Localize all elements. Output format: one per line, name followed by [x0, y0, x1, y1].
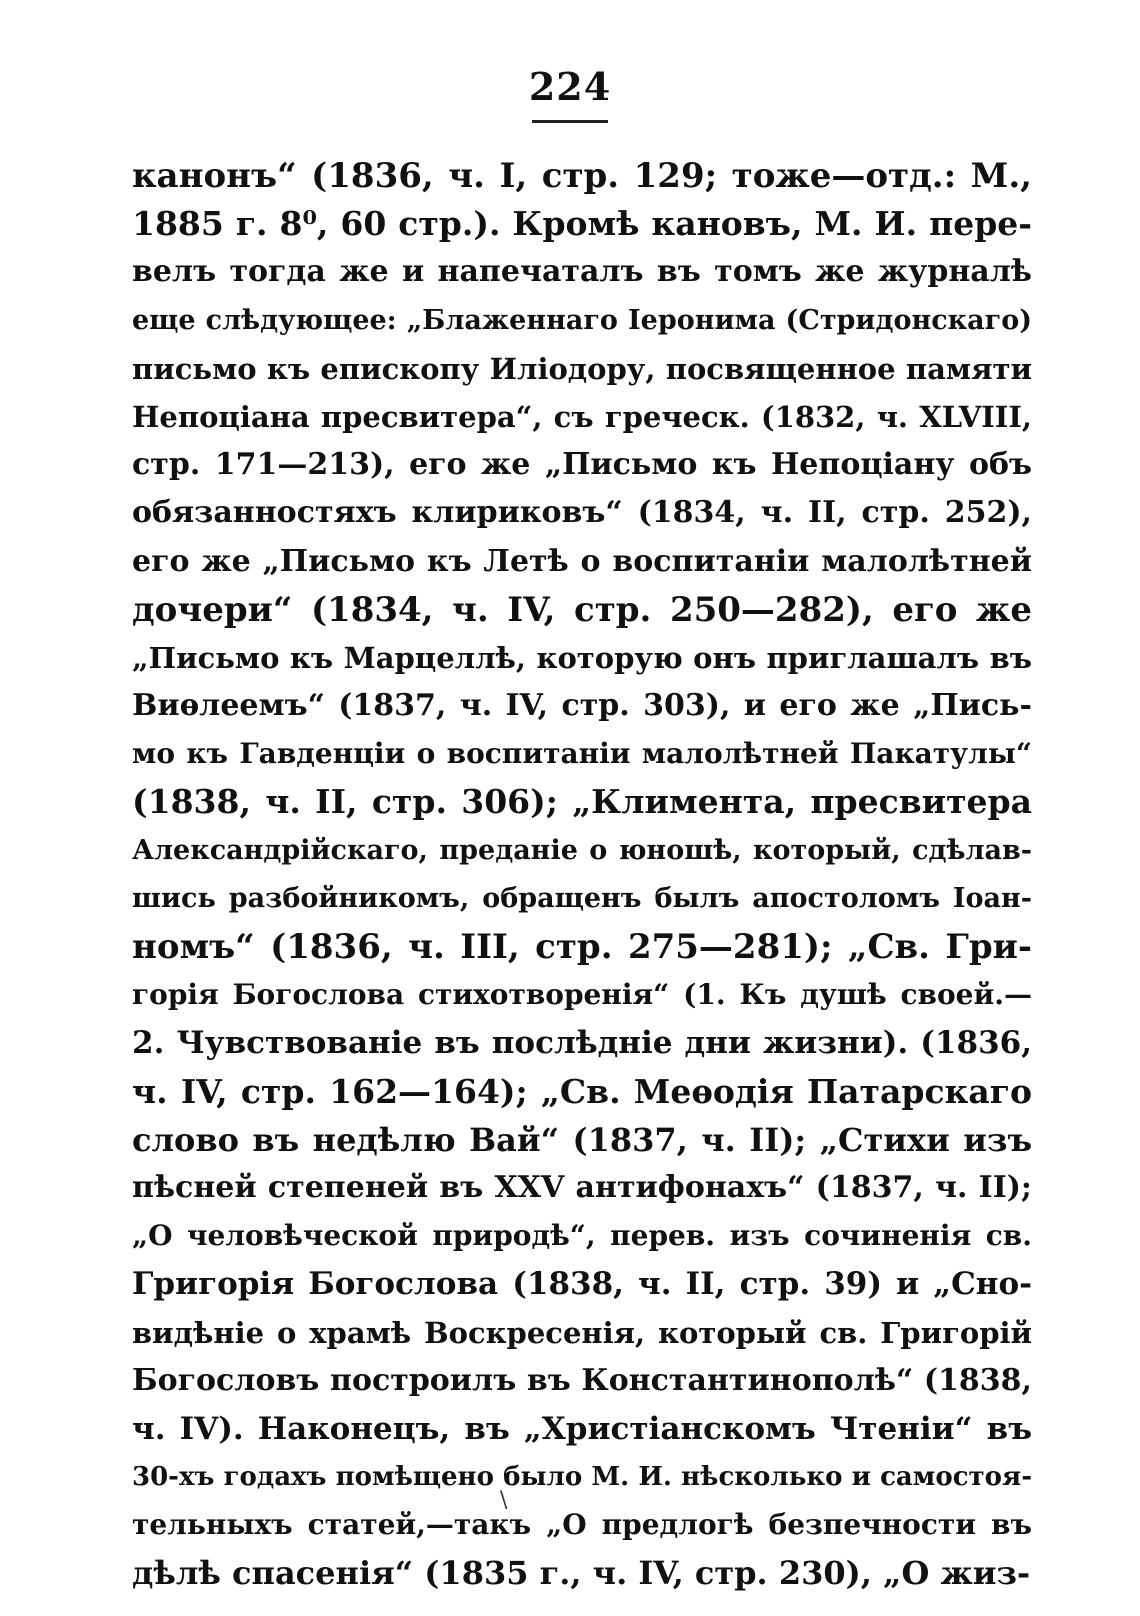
- text-line: ч. IV). Наконецъ, въ „Христіанскомъ Чтеніи“ въ: [132, 1410, 1032, 1447]
- text-line: ч. IV, стр. 162—164); „Св. Меѳодія Патарскаго: [132, 1071, 1032, 1111]
- text-line: еще слѣдующее: „Блаженнаго Іеронима (Стридонскаго): [132, 304, 1032, 336]
- body-text: [132, 152, 1032, 1598]
- stray-ink-mark: \: [500, 1488, 508, 1513]
- text-line: обязанностяхъ клириковъ“ (1834, ч. II, стр. 252),: [132, 495, 1032, 531]
- text-line: видѣніе о храмѣ Воскресенія, который св. Григорій: [132, 1315, 1032, 1350]
- text-line: горія Богослова стихотворенія“ (1. Къ душѣ своей.—: [132, 978, 1032, 1012]
- text-line: 30-хъ годахъ помѣщено было М. И. нѣсколько и самостоя-: [132, 1462, 1032, 1493]
- text-line: велъ тогда же и напечаталъ въ томъ же журналѣ: [132, 254, 1032, 290]
- text-line: „Письмо къ Марцеллѣ, которую онъ приглашалъ въ: [132, 640, 1032, 675]
- text-line: письмо къ епископу Иліодору, посвященное памяти: [132, 351, 1032, 386]
- text-line: дѣлѣ спасенія“ (1835 г., ч. IV, стр. 230), „О жиз-: [132, 1554, 1031, 1593]
- text-line: дочери“ (1834, ч. IV, стр. 250—282), его же: [132, 589, 1032, 630]
- text-line: Александрійскаго, преданіе о юношѣ, который, сдѣлав-: [132, 834, 1032, 866]
- page-number: 224: [528, 64, 612, 109]
- page-number-underline: [532, 120, 608, 123]
- text-line: „О человѣческой природѣ“, перев. изъ сочиненія св.: [132, 1219, 1032, 1253]
- text-line: мо къ Гавденціи о воспитаніи малолѣтней Пакатулы“: [132, 737, 1032, 771]
- text-line: пѣсней степеней въ XXV антифонахъ“ (1837, ч. II);: [132, 1169, 1032, 1205]
- text-line: 1885 г. 8⁰, 60 стр.). Кромѣ кановъ, М. И. пере-: [132, 204, 1032, 244]
- text-line: Виѳлеемъ“ (1837, ч. IV, стр. 303), и его же „Пись-: [132, 688, 1032, 724]
- text-line: тельныхъ статей,—такъ „О предлогѣ безпечности въ: [132, 1508, 1032, 1542]
- text-line: канонъ“ (1836, ч. I, стр. 129; тоже—отд.: М.,: [132, 156, 1032, 196]
- text-line: слово въ недѣлю Вай“ (1837, ч. II); „Стихи изъ: [132, 1120, 1032, 1159]
- text-line: номъ“ (1836, ч. III, стр. 275—281); „Св. Гри-: [132, 927, 1032, 967]
- text-line: его же „Письмо къ Летѣ о воспитаніи малолѣтней: [132, 543, 1032, 579]
- text-line: Григорія Богослова (1838, ч. II, стр. 39) и „Сно-: [132, 1266, 1032, 1303]
- text-line: шись разбойникомъ, обращенъ былъ апостоломъ Іоан-: [132, 882, 1032, 914]
- text-line: Непоціана пресвитера“, съ греческ. (1832, ч. XLVIII,: [132, 399, 1032, 434]
- text-line: Богословъ построилъ въ Константинополѣ“ (1838,: [132, 1362, 1032, 1398]
- text-line: стр. 171—213), его же „Письмо къ Непоціану объ: [132, 447, 1032, 483]
- text-line: (1838, ч. II, стр. 306); „Климента, пресвитера: [132, 782, 1032, 822]
- text-line: 2. Чувствованіе въ послѣдніе дни жизни). (1836,: [132, 1025, 1032, 1062]
